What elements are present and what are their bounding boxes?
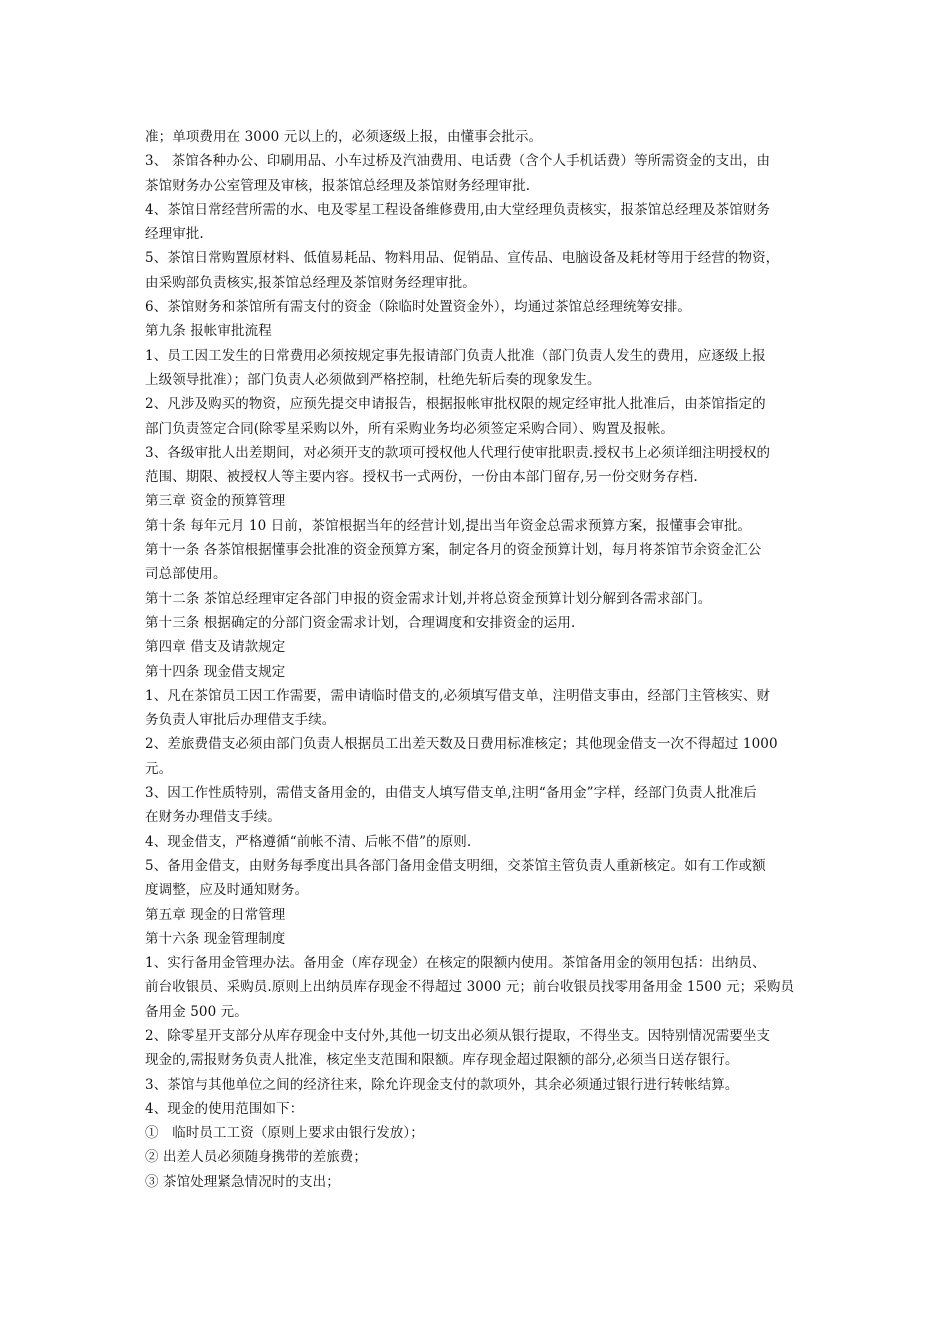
text-line: 前台收银员、采购员.原则上出纳员库存现金不得超过 3000 元；前台收银员找零用备用金 1500 元；采购员 [145, 979, 795, 996]
text-line: 在财务办理借支手续。 [145, 809, 281, 826]
text-line: 1、凡在茶馆员工因工作需要，需申请临时借支的,必须填写借支单，注明借支事由，经部门主管核实、财 [145, 687, 771, 704]
text-line: 3、因工作性质特别，需借支备用金的，由借支人填写借支单,注明“备用金”字样，经部门负责人批准后 [145, 785, 757, 802]
section-heading: 第九条 报帐审批流程 [145, 323, 272, 340]
text-line: 备用金 500 元。 [145, 1003, 248, 1020]
text-line: 准；单项费用在 3000 元以上的，必须逐级上报，由懂事会批示。 [145, 129, 543, 145]
text-line: 第十条 每年元月 10 日前，茶馆根据当年的经营计划,提出当年资金总需求预算方案，报懂事会审批。 [145, 517, 752, 534]
text-line: 3、 茶馆各种办公、印刷用品、小车过桥及汽油费用、电话费（含个人手机话费）等所需资金的支出，由 [145, 153, 771, 170]
list-item: ① 临时员工工资（原则上要求由银行发放）； [145, 1125, 424, 1142]
text-line: 3、茶馆与其他单位之间的经济往来，除允许现金支付的款项外，其余必须通过银行进行转帐结算。 [145, 1076, 739, 1093]
text-line: 1、实行备用金管理办法。备用金（库存现金）在核定的限额内使用。茶馆备用金的领用包括：出纳员、 [145, 955, 766, 972]
text-line: 4、现金借支，严格遵循“前帐不清、后帐不借”的原则. [145, 833, 472, 850]
text-line: 5、茶馆日常购置原材料、低值易耗品、物料用品、促销品、宣传品、电脑设备及耗材等用于经营的物资， [145, 250, 780, 267]
chapter-heading: 第三章 资金的预算管理 [145, 493, 286, 510]
text-line: 4、茶馆日常经营所需的水、电及零星工程设备维修费用,由大堂经理负责核实，报茶馆总经理及茶馆财务 [145, 201, 771, 218]
list-item: ③ 茶馆处理紧急情况时的支出； [145, 1173, 340, 1190]
text-line: 由采购部负责核实,报茶馆总经理及茶馆财务经理审批。 [145, 274, 476, 291]
chapter-heading: 第五章 现金的日常管理 [145, 906, 286, 923]
text-line: 范围、期限、被授权人等主要内容。授权书一式两份，一份由本部门留存,另一份交财务存档. [145, 469, 698, 486]
text-line: 2、凡涉及购买的物资，应预先提交申请报告，根据报帐审批权限的规定经审批人批准后，由茶馆指定的 [145, 396, 766, 413]
text-line: 1、员工因工发生的日常费用必须按规定事先报请部门负责人批准（部门负责人发生的费用，应逐级上报 [145, 347, 766, 364]
text-line: 茶馆财务办公室管理及审核，报茶馆总经理及茶馆财务经理审批. [145, 177, 531, 194]
text-line: 6、茶馆财务和茶馆所有需支付的资金（除临时处置资金外），均通过茶馆总经理统筹安排。 [145, 299, 691, 316]
text-line: 第十二条 茶馆总经理审定各部门申报的资金需求计划,并将总资金预算计划分解到各需求部门。 [145, 590, 712, 607]
text-line: 第十三条 根据确定的分部门资金需求计划，合理调度和安排资金的运用. [145, 614, 576, 631]
text-line: 4、现金的使用范围如下： [145, 1100, 304, 1117]
text-line: 5、备用金借支，由财务每季度出具各部门备用金借支明细，交茶馆主管负责人重新核定。如有工作或额 [145, 857, 766, 874]
text-line: 司总部使用。 [145, 566, 227, 583]
text-line: 3、各级审批人出差期间，对必须开支的款项可授权他人代理行使审批职责.授权书上必须详细注明授权的 [145, 444, 771, 461]
text-line: 2、除零星开支部分从库存现金中支付外,其他一切支出必须从银行提取，不得坐支。因特别情况需要坐支 [145, 1027, 771, 1044]
text-line: 经理审批. [145, 226, 204, 243]
document-body [145, 125, 815, 1194]
text-line: 度调整，应及时通知财务。 [145, 882, 309, 899]
text-line: 上级领导批准）；部门负责人必须做到严格控制，杜绝先斩后奏的现象发生。 [145, 371, 601, 388]
section-heading: 第十六条 现金管理制度 [145, 930, 286, 947]
chapter-heading: 第四章 借支及请款规定 [145, 639, 286, 656]
text-line: 2、差旅费借支必须由部门负责人根据员工出差天数及日费用标准核定；其他现金借支一次不得超过 1000 [145, 736, 778, 753]
list-item: ② 出差人员必须随身携带的差旅费； [145, 1149, 367, 1166]
text-line: 务负责人审批后办理借支手续。 [145, 712, 336, 729]
text-line: 现金的,需报财务负责人批准，核定坐支范围和限额。库存现金超过限额的部分,必须当日送存银行。 [145, 1052, 739, 1069]
text-line: 第十一条 各茶馆根据懂事会批准的资金预算方案，制定各月的资金预算计划，每月将茶馆节余资金汇公 [145, 542, 762, 559]
text-line: 元。 [145, 760, 173, 777]
text-line: 部门负责签定合同(除零星采购以外，所有采购业务均必须签定采购合同）、购置及报帐。 [145, 420, 675, 437]
section-heading: 第十四条 现金借支规定 [145, 663, 286, 680]
